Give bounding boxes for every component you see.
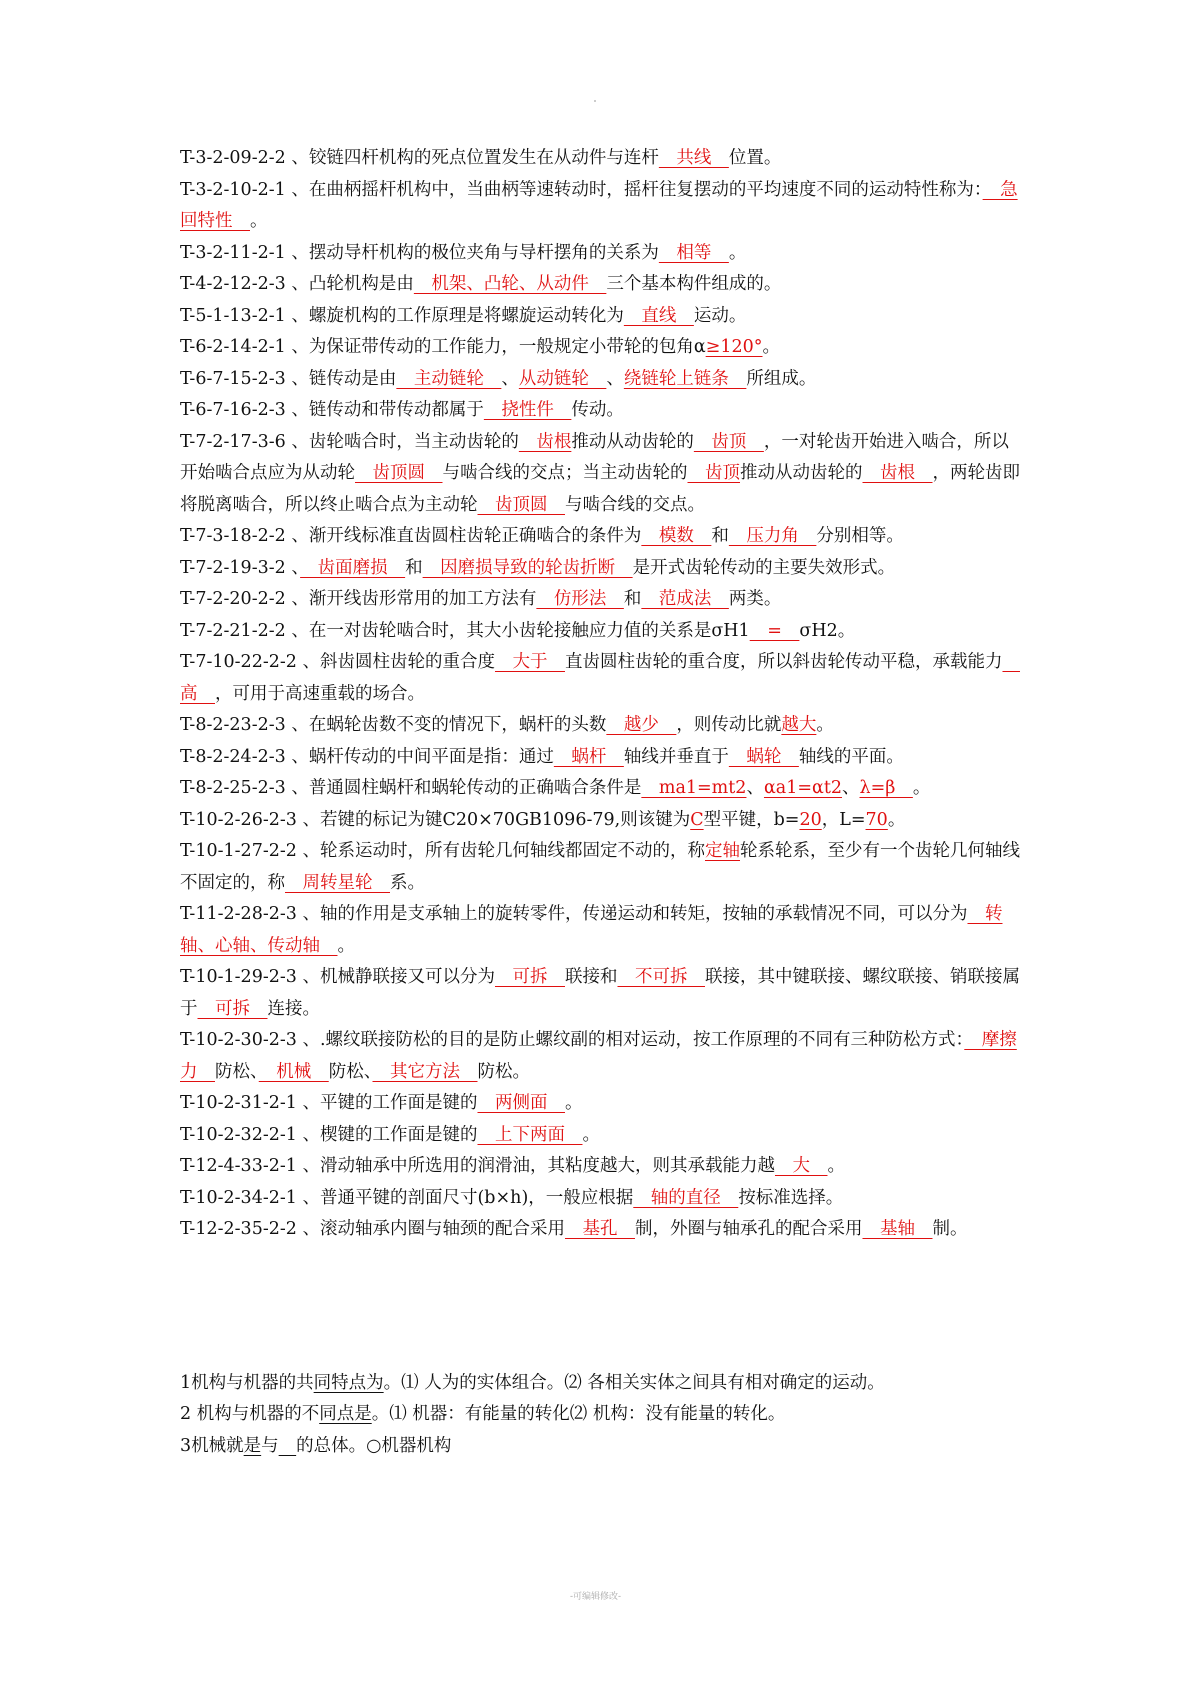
question-text: T-7-2-19-3-2 、 bbox=[180, 557, 301, 578]
answer-blank: 蜗轮 bbox=[728, 746, 799, 767]
question-text: T-5-1-13-2-1 、螺旋机构的工作原理是将螺旋运动转化为 bbox=[180, 305, 624, 326]
question-item bbox=[180, 962, 1020, 1025]
question-item bbox=[180, 899, 1020, 962]
note-item bbox=[180, 1399, 1020, 1431]
question-text: 所组成。 bbox=[746, 368, 817, 389]
question-item bbox=[180, 836, 1020, 899]
question-text: 。 bbox=[827, 1156, 845, 1176]
answer-blank: 轴的直径 bbox=[633, 1187, 739, 1208]
question-text: 。 bbox=[564, 1093, 583, 1113]
question-text: ，一对轮齿开始进入啮合，所以开始啮合点应为从动轮 bbox=[180, 431, 1009, 483]
question-text: T-6-2-14-2-1 、为保证带传动的工作能力，一般规定小带轮的包角α bbox=[180, 337, 706, 357]
question-text: 与啮合线的交点；当主动齿轮的 bbox=[442, 463, 688, 483]
question-text: T-3-2-09-2-2 、铰链四杆机构的死点位置发生在从动件与连杆 bbox=[180, 148, 659, 168]
question-text: 联接，其中键联接、螺纹联接、销联接属于 bbox=[180, 967, 1020, 1019]
question-text: 型平键，b= bbox=[703, 809, 800, 830]
answer-blank: 转轴、心轴、传动轴 bbox=[180, 904, 1003, 956]
answer-blank: 越少 bbox=[606, 715, 677, 735]
question-text: 按标准选择。 bbox=[738, 1187, 844, 1208]
answer-blank: 仿形法 bbox=[536, 589, 624, 609]
question-text: σH2。 bbox=[799, 620, 856, 641]
question-text: 、 bbox=[501, 368, 519, 389]
answer-blank: 急回特性 bbox=[180, 179, 1018, 231]
question-text: 。⑴ 人为的实体组合。⑵ 各相关实体之间具有相对确定的运动。 bbox=[383, 1372, 885, 1393]
answer-blank: 上下两面 bbox=[477, 1124, 583, 1145]
question-text: 位置。 bbox=[728, 148, 782, 168]
answer-blank: 70 bbox=[865, 809, 888, 830]
answer-blank: 齿顶圆 bbox=[355, 463, 443, 483]
question-text: T-7-2-17-3-6 、齿轮啮合时，当主动齿轮的 bbox=[180, 431, 519, 452]
question-text: 和 bbox=[623, 589, 642, 609]
question-text: ，可用于高速重载的场合。 bbox=[215, 683, 425, 704]
answer-blank: 齿面磨损 bbox=[300, 557, 406, 578]
question-text: 与 bbox=[261, 1435, 279, 1456]
answer-blank: λ=β bbox=[859, 778, 913, 798]
answer-blank: 相等 bbox=[658, 242, 729, 263]
question-text: T-3-2-11-2-1 、摆动导杆机构的极位夹角与导杆摆角的关系为 bbox=[180, 242, 659, 263]
answer-blank: 绕链轮上链条 bbox=[623, 368, 747, 389]
question-text: 。 bbox=[728, 242, 747, 263]
question-text: T-6-7-15-2-3 、链传动是由 bbox=[180, 368, 397, 389]
question-item bbox=[180, 238, 1020, 270]
question-text: T-4-2-12-2-3 、凸轮机构是由 bbox=[180, 274, 414, 294]
question-item bbox=[180, 616, 1020, 648]
note-item bbox=[180, 1431, 1020, 1463]
answer-blank: 齿根 bbox=[518, 431, 572, 452]
question-text: T-10-2-31-2-1 、平键的工作面是键的 bbox=[180, 1093, 478, 1113]
question-text: 系。 bbox=[390, 872, 425, 893]
answer-blank: ma1=mt2 bbox=[641, 778, 747, 798]
question-text: 、 bbox=[842, 778, 860, 798]
question-item bbox=[180, 710, 1020, 742]
question-text: 制。 bbox=[932, 1219, 968, 1239]
question-text: 。 bbox=[250, 211, 268, 231]
question-text: 防松、 bbox=[328, 1061, 373, 1082]
question-list bbox=[180, 143, 1020, 1246]
answer-blank: 齿根 bbox=[862, 463, 933, 483]
question-text: T-11-2-28-2-3 、轴的作用是支承轴上的旋转零件，传递运动和转矩，按轴的承载情况不同，可以分为 bbox=[180, 904, 968, 924]
answer-blank: = bbox=[749, 620, 800, 641]
question-text: 。 bbox=[762, 337, 780, 357]
question-item bbox=[180, 364, 1020, 396]
question-item bbox=[180, 143, 1020, 175]
question-item bbox=[180, 301, 1020, 333]
answer-blank: 机械 bbox=[258, 1061, 329, 1082]
underlined-text bbox=[279, 1436, 297, 1456]
question-text: T-7-2-20-2-2 、渐开线齿形常用的加工方法有 bbox=[180, 589, 537, 609]
answer-blank: 两侧面 bbox=[477, 1093, 565, 1113]
question-item bbox=[180, 1088, 1020, 1120]
question-text: 分别相等。 bbox=[816, 526, 904, 546]
question-item bbox=[180, 395, 1020, 427]
document-body bbox=[180, 143, 1020, 1462]
answer-blank: 齿顶 bbox=[687, 463, 740, 483]
question-text: 、 bbox=[606, 368, 624, 389]
answer-blank: 基轴 bbox=[862, 1219, 933, 1239]
answer-blank: 挠性件 bbox=[483, 400, 572, 420]
question-item bbox=[180, 175, 1020, 238]
question-text: 连接。 bbox=[267, 998, 320, 1019]
question-item bbox=[180, 1151, 1020, 1183]
question-text: T-8-2-25-2-3 、普通圆柱蜗杆和蜗轮传动的正确啮合条件是 bbox=[180, 778, 642, 798]
question-text: 运动。 bbox=[693, 305, 747, 326]
answer-blank: 周转星轮 bbox=[285, 872, 390, 893]
question-text: T-10-2-30-2-3 、.螺纹联接防松的目的是防止螺纹副的相对运动，按工作原理的不同有三种防松方式： bbox=[180, 1030, 965, 1050]
extra-notes bbox=[180, 1368, 1020, 1463]
question-text: 制，外圈与轴承孔的配合采用 bbox=[634, 1219, 863, 1239]
question-text: 。 bbox=[912, 778, 931, 798]
question-item bbox=[180, 1214, 1020, 1246]
answer-blank: 基孔 bbox=[564, 1219, 635, 1239]
section-gap bbox=[180, 1246, 1020, 1368]
question-text: 。⑴ 机器：有能量的转化⑵ 机构：没有能量的转化。 bbox=[371, 1404, 786, 1424]
answer-blank: C bbox=[690, 809, 704, 830]
question-text: ，L= bbox=[821, 809, 866, 830]
question-text: 的总体。○机器机构 bbox=[296, 1435, 452, 1456]
question-text: 推动从动齿轮的 bbox=[571, 431, 694, 452]
question-text: T-10-2-26-2-3 、若键的标记为键C20×70GB1096-79,则该键为 bbox=[180, 809, 691, 830]
question-item bbox=[180, 1183, 1020, 1215]
answer-blank: ≥120° bbox=[705, 337, 763, 357]
question-text: T-12-2-35-2-2 、滚动轴承内圈与轴颈的配合采用 bbox=[180, 1219, 565, 1239]
question-item bbox=[180, 521, 1020, 553]
answer-blank: 大 bbox=[774, 1156, 828, 1176]
question-text: 。 bbox=[816, 715, 834, 735]
question-text: T-6-7-16-2-3 、链传动和带传动都属于 bbox=[180, 400, 484, 420]
answer-blank: 压力角 bbox=[728, 526, 817, 546]
answer-blank: 高 bbox=[180, 652, 1020, 704]
question-item bbox=[180, 1120, 1020, 1152]
question-text: 三个基本构件组成的。 bbox=[606, 274, 782, 294]
question-item bbox=[180, 584, 1020, 616]
question-text: T-8-2-23-2-3 、在蜗轮齿数不变的情况下，蜗杆的头数 bbox=[180, 715, 607, 735]
question-text: T-12-4-33-2-1 、滑动轴承中所选用的润滑油，其粘度越大，则其承载能力越 bbox=[180, 1156, 775, 1176]
answer-blank: 因磨损导致的轮齿折断 bbox=[422, 557, 633, 578]
question-text: 两类。 bbox=[728, 589, 782, 609]
question-text: T-10-1-29-2-3 、机械静联接又可以分为 bbox=[180, 967, 495, 987]
question-text: 轴线的平面。 bbox=[798, 746, 904, 767]
question-text: 是开式齿轮传动的主要失效形式。 bbox=[632, 557, 896, 578]
question-text: ，两轮齿即将脱离啮合，所以终止啮合点为主动轮 bbox=[180, 463, 1020, 515]
question-text: 。 bbox=[337, 935, 355, 956]
question-text: T-10-2-34-2-1 、普通平键的剖面尺寸(b×h)，一般应根据 bbox=[180, 1187, 634, 1208]
answer-blank: 模数 bbox=[641, 526, 712, 546]
answer-blank: 从动链轮 bbox=[518, 368, 607, 389]
question-text: 轴线并垂直于 bbox=[623, 746, 729, 767]
question-text: 联接和 bbox=[564, 967, 618, 987]
answer-blank: 可拆 bbox=[197, 998, 268, 1019]
underlined-text: 是 bbox=[243, 1435, 262, 1456]
answer-blank: 不可拆 bbox=[617, 967, 705, 987]
question-text: T-7-2-21-2-2 、在一对齿轮啮合时，其大小齿轮接触应力值的关系是σH1 bbox=[180, 620, 750, 641]
question-item bbox=[180, 332, 1020, 364]
question-text: 。 bbox=[582, 1124, 600, 1145]
question-text: 2 机构与机器的不 bbox=[180, 1404, 320, 1424]
answer-blank: 共线 bbox=[658, 148, 729, 168]
answer-blank: 大于 bbox=[494, 652, 565, 672]
answer-blank: 齿顶圆 bbox=[477, 494, 565, 515]
question-item bbox=[180, 1025, 1020, 1088]
question-item bbox=[180, 269, 1020, 301]
answer-blank: 越大 bbox=[781, 715, 817, 735]
question-text: 1机构与机器的共 bbox=[180, 1372, 314, 1393]
question-item bbox=[180, 742, 1020, 774]
question-text: 和 bbox=[711, 526, 729, 546]
question-item bbox=[180, 553, 1020, 585]
note-item bbox=[180, 1368, 1020, 1400]
question-text: 与啮合线的交点。 bbox=[565, 494, 705, 515]
question-text: T-10-2-32-2-1 、楔键的工作面是键的 bbox=[180, 1124, 478, 1145]
question-text: 防松。 bbox=[477, 1061, 530, 1082]
answer-blank: 20 bbox=[799, 809, 822, 830]
question-text: 推动从动齿轮的 bbox=[740, 463, 863, 483]
answer-blank: 其它方法 bbox=[372, 1061, 478, 1082]
question-text: 轮系轮系，至少有一个齿轮几何轴线不固定的，称 bbox=[180, 841, 1020, 893]
question-text: 防松、 bbox=[215, 1061, 259, 1082]
question-text: 直齿圆柱齿轮的重合度，所以斜齿轮传动平稳，承载能力 bbox=[564, 652, 1003, 672]
answer-blank: 机架、凸轮、从动件 bbox=[413, 274, 607, 294]
answer-blank: 主动链轮 bbox=[396, 368, 502, 389]
answer-blank: 可拆 bbox=[494, 967, 565, 987]
question-text: 。 bbox=[887, 809, 906, 830]
answer-blank: 范成法 bbox=[641, 589, 729, 609]
answer-blank: 摩擦力 bbox=[180, 1030, 1017, 1082]
question-item bbox=[180, 427, 1020, 522]
underlined-text: 同点是 bbox=[319, 1404, 372, 1424]
question-text: ，则传动比就 bbox=[676, 715, 782, 735]
answer-blank: αa1=αt2 bbox=[763, 778, 842, 798]
question-text: T-7-10-22-2-2 、斜齿圆柱齿轮的重合度 bbox=[180, 652, 495, 672]
page-footer: -可编辑修改- bbox=[569, 1592, 622, 1602]
question-text: 传动。 bbox=[571, 400, 624, 420]
question-text: T-7-3-18-2-2 、渐开线标准直齿圆柱齿轮正确啮合的条件为 bbox=[180, 526, 642, 546]
question-text: T-10-1-27-2-2 、轮系运动时，所有齿轮几何轴线都固定不动的，称 bbox=[180, 841, 705, 861]
answer-blank: 直线 bbox=[623, 305, 694, 326]
answer-blank: 齿顶 bbox=[693, 431, 764, 452]
answer-blank: 蜗杆 bbox=[553, 746, 624, 767]
question-text: 3机械就 bbox=[180, 1435, 244, 1456]
question-item bbox=[180, 773, 1020, 805]
question-text: T-8-2-24-2-3 、蜗杆传动的中间平面是指：通过 bbox=[180, 746, 554, 767]
question-item bbox=[180, 805, 1020, 837]
underlined-text: 同特点为 bbox=[313, 1372, 384, 1393]
question-text: 和 bbox=[405, 557, 423, 578]
header-mark bbox=[594, 100, 596, 102]
question-item bbox=[180, 647, 1020, 710]
answer-blank: 定轴 bbox=[704, 841, 740, 861]
question-text: 、 bbox=[746, 778, 764, 798]
question-text: T-3-2-10-2-1 、在曲柄摇杆机构中，当曲柄等速转动时，摇杆往复摆动的平均速度不同的运动特性称为： bbox=[180, 179, 983, 200]
